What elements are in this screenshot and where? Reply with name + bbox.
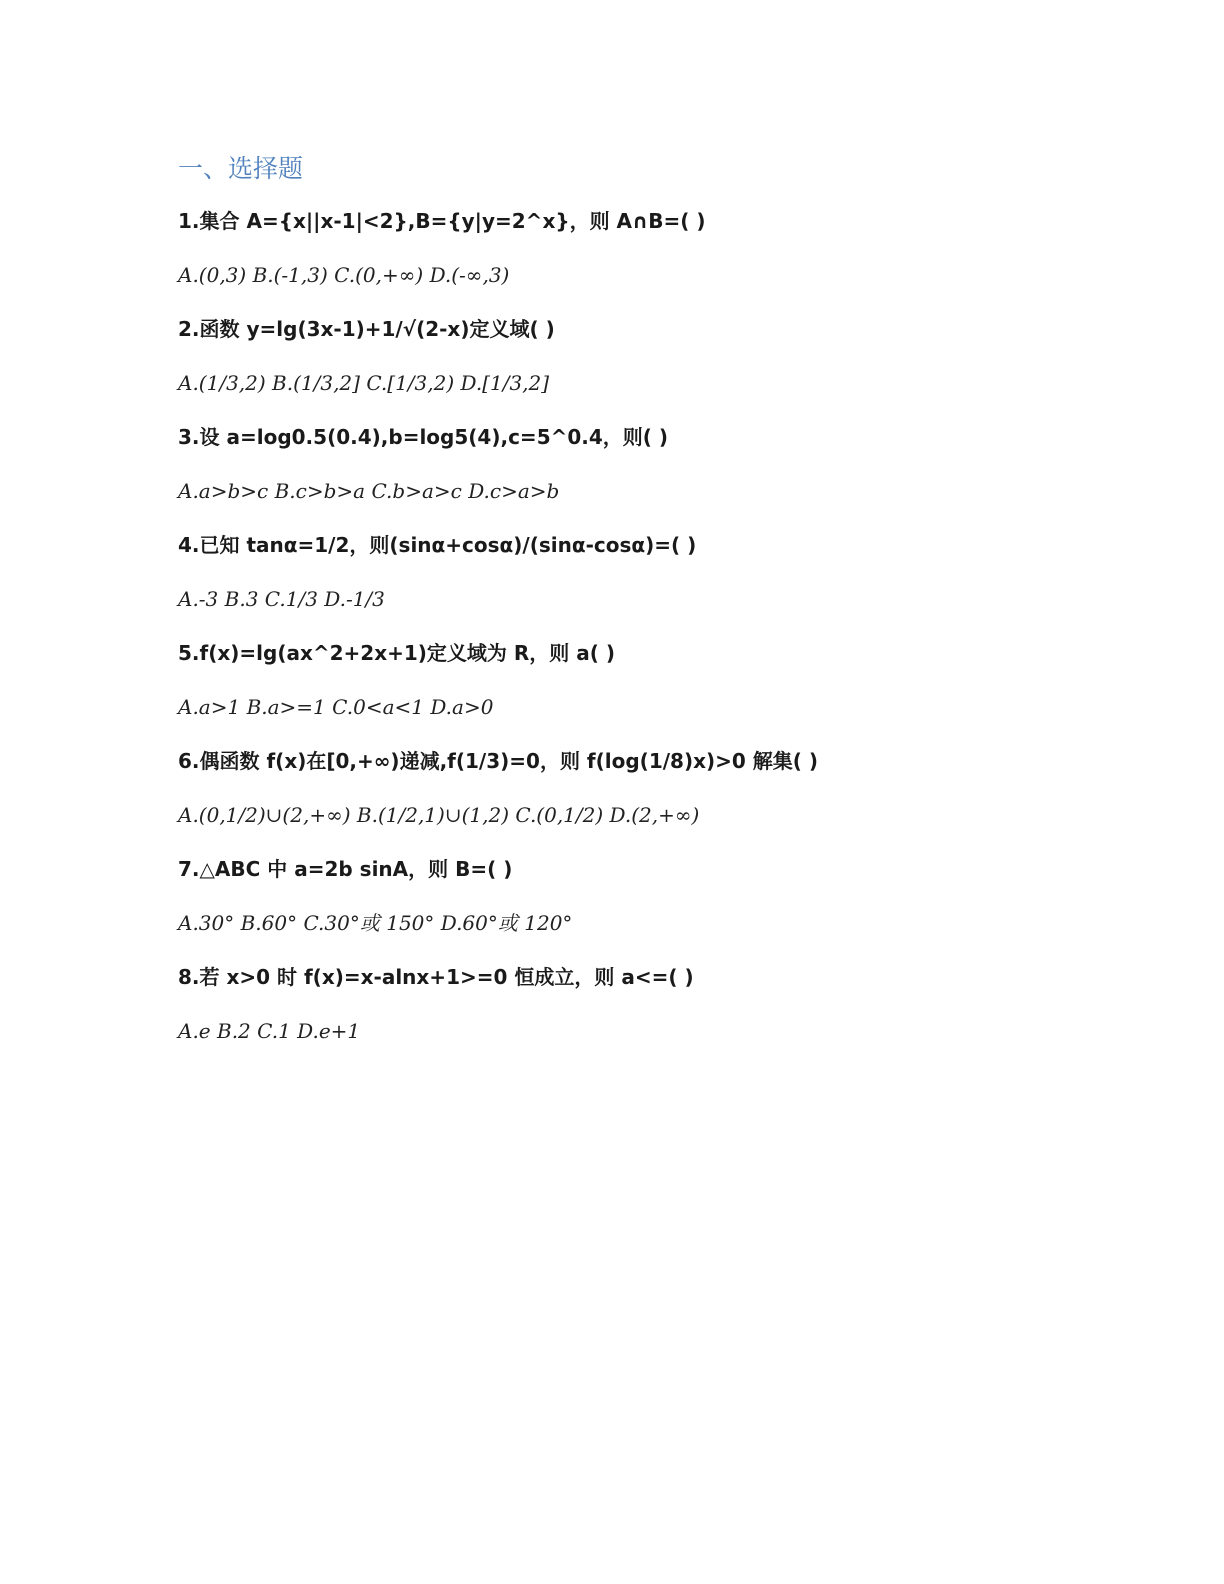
question-text: 3.设 a=log0.5(0.4),b=log5(4),c=5^0.4，则( )	[178, 425, 669, 449]
question-text: 6.偶函数 f(x)在[0,+∞)递减,f(1/3)=0，则 f(log(1/8)x)>0 解集( )	[178, 749, 819, 773]
answer-options: A.e B.2 C.1 D.e+1	[178, 1019, 361, 1043]
question-3	[178, 424, 1078, 532]
question-text: 7.△ABC 中 a=2b sinA，则 B=( )	[178, 857, 513, 881]
answer-options: A.-3 B.3 C.1/3 D.-1/3	[178, 587, 385, 611]
answer-options: A.(0,3) B.(-1,3) C.(0,+∞) D.(-∞,3)	[178, 263, 510, 287]
question-text: 4.已知 tanα=1/2，则(sinα+cosα)/(sinα-cosα)=( )	[178, 533, 697, 557]
question-6	[178, 748, 1078, 856]
question-2	[178, 316, 1078, 424]
question-8	[178, 964, 1078, 1072]
document-body	[178, 148, 1078, 1072]
question-text: 2.函数 y=lg(3x-1)+1/√(2-x)定义域( )	[178, 317, 555, 341]
answer-options: A.a>b>c B.c>b>a C.b>a>c D.c>a>b	[178, 479, 560, 503]
answer-options: A.(1/3,2) B.(1/3,2] C.[1/3,2) D.[1/3,2]	[178, 371, 550, 395]
question-4	[178, 532, 1078, 640]
question-1	[178, 208, 1078, 316]
answer-options: A.a>1 B.a>=1 C.0<a<1 D.a>0	[178, 695, 494, 719]
question-text: 8.若 x>0 时 f(x)=x-alnx+1>=0 恒成立，则 a<=( )	[178, 965, 694, 989]
answer-options: A.30° B.60° C.30°或 150° D.60°或 120°	[178, 911, 573, 935]
question-text: 1.集合 A={x||x-1|<2},B={y|y=2^x}，则 A∩B=( )	[178, 209, 706, 233]
section-heading: 一、选择题	[178, 154, 304, 183]
question-text: 5.f(x)=lg(ax^2+2x+1)定义域为 R，则 a( )	[178, 641, 615, 665]
answer-options: A.(0,1/2)∪(2,+∞) B.(1/2,1)∪(1,2) C.(0,1/2) D.(2,+∞)	[178, 803, 700, 827]
question-7	[178, 856, 1078, 964]
question-5	[178, 640, 1078, 748]
